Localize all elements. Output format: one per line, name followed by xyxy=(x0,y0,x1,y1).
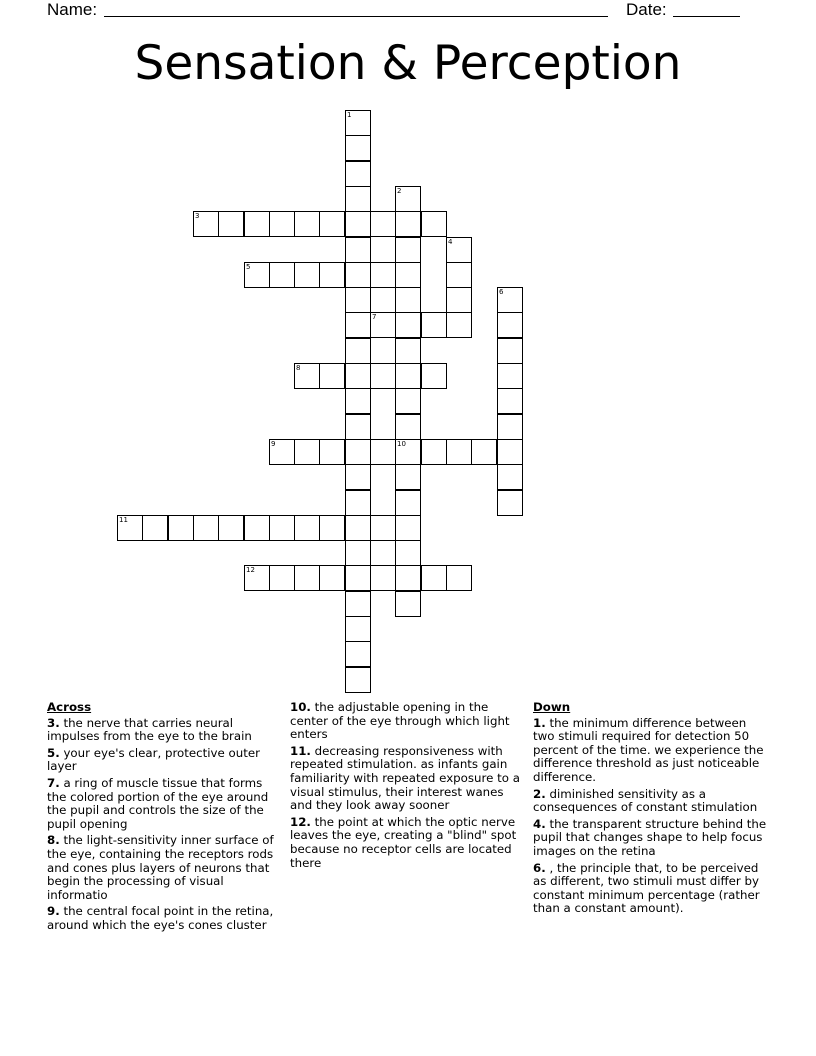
clue-text: the adjustable opening in the center of the eye through which light enters xyxy=(290,700,510,742)
clue-across-12 xyxy=(290,816,526,870)
crossword-cell[interactable] xyxy=(345,540,371,566)
crossword-cell[interactable] xyxy=(497,287,523,313)
crossword-cell[interactable] xyxy=(421,211,447,237)
crossword-cell[interactable] xyxy=(345,388,371,414)
crossword-cell[interactable] xyxy=(421,363,447,389)
across-heading: Across xyxy=(47,700,92,714)
crossword-cell[interactable] xyxy=(345,464,371,490)
crossword-cell[interactable] xyxy=(244,515,270,541)
crossword-cell[interactable] xyxy=(319,363,345,389)
cell-number: 5 xyxy=(246,263,251,271)
clue-across-7 xyxy=(47,777,283,831)
crossword-cell[interactable] xyxy=(319,262,345,288)
crossword-cell[interactable] xyxy=(421,312,447,338)
crossword-cell[interactable] xyxy=(345,211,371,237)
clue-number: 11. xyxy=(290,743,311,758)
crossword-cell[interactable] xyxy=(294,439,320,465)
cell-number: 3 xyxy=(195,212,200,220)
crossword-cell[interactable] xyxy=(446,312,472,338)
crossword-cell[interactable] xyxy=(497,363,523,389)
crossword-cell[interactable] xyxy=(345,363,371,389)
crossword-cell[interactable] xyxy=(345,490,371,516)
clue-number: 8. xyxy=(47,833,60,848)
cell-number: 4 xyxy=(448,238,453,246)
crossword-cell[interactable] xyxy=(345,338,371,364)
crossword-cell[interactable] xyxy=(269,439,295,465)
name-label: Name: xyxy=(47,0,98,19)
crossword-cell[interactable] xyxy=(395,211,421,237)
crossword-cell[interactable] xyxy=(395,414,421,440)
crossword-cell[interactable] xyxy=(345,565,371,591)
clue-across-11 xyxy=(290,745,526,813)
crossword-cell[interactable] xyxy=(345,591,371,617)
crossword-cell[interactable] xyxy=(345,161,371,187)
crossword-cell[interactable] xyxy=(370,565,396,591)
crossword-cell[interactable] xyxy=(421,565,447,591)
cell-number: 7 xyxy=(372,313,377,321)
crossword-cell[interactable] xyxy=(319,565,345,591)
crossword-cell[interactable] xyxy=(395,312,421,338)
crossword-cell[interactable] xyxy=(345,287,371,313)
cell-number: 6 xyxy=(499,288,504,296)
crossword-cell[interactable] xyxy=(497,439,523,465)
crossword-cell[interactable] xyxy=(497,414,523,440)
crossword-cell[interactable] xyxy=(319,515,345,541)
clue-number: 2. xyxy=(533,786,546,801)
crossword-cell[interactable] xyxy=(446,262,472,288)
clue-across-5 xyxy=(47,747,283,774)
clue-number: 10. xyxy=(290,700,311,714)
crossword-cell[interactable] xyxy=(370,312,396,338)
crossword-cell[interactable] xyxy=(294,262,320,288)
date-label: Date: xyxy=(626,0,667,19)
crossword-cell[interactable] xyxy=(395,515,421,541)
crossword-cell[interactable] xyxy=(294,211,320,237)
crossword-cell[interactable] xyxy=(497,338,523,364)
crossword-cell[interactable] xyxy=(345,616,371,642)
crossword-cell[interactable] xyxy=(117,515,143,541)
crossword-cell[interactable] xyxy=(446,287,472,313)
clue-text: , the principle that, to be perceived as different, two stimuli must differ by constant minimum percentage (rather than a constant amount). xyxy=(533,860,760,916)
clue-number: 12. xyxy=(290,814,311,829)
crossword-cell[interactable] xyxy=(395,490,421,516)
crossword-cell[interactable] xyxy=(294,363,320,389)
crossword-cell[interactable] xyxy=(345,312,371,338)
clue-number: 4. xyxy=(533,816,546,831)
crossword-cell[interactable] xyxy=(319,439,345,465)
crossword-cell[interactable] xyxy=(345,135,371,161)
crossword-cell[interactable] xyxy=(471,439,497,465)
clue-text: the transparent structure behind the pupil that changes shape to help focus images on the retina xyxy=(533,816,767,858)
clue-text: diminished sensitivity as a consequences of constant stimulation xyxy=(533,786,758,815)
crossword-cell[interactable] xyxy=(395,591,421,617)
crossword-cell[interactable] xyxy=(395,363,421,389)
across-column-continued xyxy=(290,701,526,873)
clue-text: the central focal point in the retina, around which the eye's cones cluster xyxy=(47,904,274,932)
crossword-cell[interactable] xyxy=(193,211,219,237)
clue-across-8 xyxy=(47,834,283,902)
across-column xyxy=(47,701,283,936)
clue-text: the minimum difference between two stimuli required for detection 50 percent of the time. we experience the difference threshold as just noticeable difference. xyxy=(533,715,764,784)
cell-number: 2 xyxy=(397,187,402,195)
crossword-cell[interactable] xyxy=(345,439,371,465)
crossword-cell[interactable] xyxy=(395,565,421,591)
crossword-cell[interactable] xyxy=(218,515,244,541)
crossword-cell[interactable] xyxy=(370,363,396,389)
cell-number: 1 xyxy=(347,111,352,119)
crossword-cell[interactable] xyxy=(193,515,219,541)
crossword-cell[interactable] xyxy=(370,211,396,237)
down-column xyxy=(533,701,769,919)
crossword-cell[interactable] xyxy=(345,237,371,263)
crossword-cell[interactable] xyxy=(345,110,371,136)
crossword-cell[interactable] xyxy=(345,262,371,288)
crossword-cell[interactable] xyxy=(395,464,421,490)
clue-across-3 xyxy=(47,717,283,744)
clue-text: the light-sensitivity inner surface of the eye, containing the receptors rods and cones plus layers of neurons that begin the processing of visual informatio xyxy=(47,833,274,902)
clue-number: 1. xyxy=(533,715,546,730)
clue-text: your eye's clear, protective outer layer xyxy=(47,745,260,774)
crossword-cell[interactable] xyxy=(497,464,523,490)
crossword-cell[interactable] xyxy=(345,414,371,440)
crossword-cell[interactable] xyxy=(244,565,270,591)
clue-number: 3. xyxy=(47,715,60,730)
crossword-cell[interactable] xyxy=(421,439,447,465)
clue-text: the nerve that carries neural impulses from the eye to the brain xyxy=(47,715,252,744)
crossword-cell[interactable] xyxy=(319,211,345,237)
clue-down-1 xyxy=(533,717,769,785)
cell-number: 8 xyxy=(296,364,301,372)
crossword-cell[interactable] xyxy=(446,237,472,263)
clue-text: decreasing responsiveness with repeated stimulation. as infants gain familiarity with repeated exposure to a visual stimulus, their interest wanes and they look away sooner xyxy=(290,743,520,813)
clue-down-2 xyxy=(533,788,769,815)
crossword-cell[interactable] xyxy=(497,312,523,338)
cell-number: 10 xyxy=(397,440,406,448)
crossword-cell[interactable] xyxy=(294,515,320,541)
crossword-cell[interactable] xyxy=(294,565,320,591)
crossword-cell[interactable] xyxy=(269,515,295,541)
crossword-cell[interactable] xyxy=(218,211,244,237)
clue-down-4 xyxy=(533,818,769,859)
crossword-cell[interactable] xyxy=(395,262,421,288)
crossword-cell[interactable] xyxy=(370,439,396,465)
crossword-cell[interactable] xyxy=(446,565,472,591)
cell-number: 9 xyxy=(271,440,276,448)
clue-number: 6. xyxy=(533,860,546,875)
crossword-cell[interactable] xyxy=(497,388,523,414)
crossword-cell[interactable] xyxy=(370,515,396,541)
crossword-cell[interactable] xyxy=(269,211,295,237)
crossword-cell[interactable] xyxy=(395,237,421,263)
crossword-cell[interactable] xyxy=(370,262,396,288)
page-title: Sensation & Perception xyxy=(134,36,682,91)
crossword-cell[interactable] xyxy=(244,211,270,237)
clue-number: 9. xyxy=(47,904,60,919)
crossword-cell[interactable] xyxy=(244,262,270,288)
crossword-cell[interactable] xyxy=(395,388,421,414)
crossword-cell[interactable] xyxy=(345,667,371,693)
crossword-cell[interactable] xyxy=(446,439,472,465)
down-heading: Down xyxy=(533,700,571,714)
crossword-cell[interactable] xyxy=(497,490,523,516)
crossword-cell[interactable] xyxy=(345,515,371,541)
crossword-cell[interactable] xyxy=(395,338,421,364)
clue-across-9 xyxy=(47,905,283,932)
crossword-cell[interactable] xyxy=(395,186,421,212)
clue-text: a ring of muscle tissue that forms the colored portion of the eye around the pupil and controls the size of the pupil opening xyxy=(47,775,269,831)
crossword-cell[interactable] xyxy=(269,565,295,591)
cell-number: 11 xyxy=(119,516,128,524)
crossword-cell[interactable] xyxy=(395,287,421,313)
clue-number: 5. xyxy=(47,745,60,760)
clue-number: 7. xyxy=(47,775,60,790)
clue-across-10 xyxy=(290,701,526,742)
cell-number: 12 xyxy=(246,566,255,574)
crossword-cell[interactable] xyxy=(142,515,168,541)
crossword-cell[interactable] xyxy=(395,439,421,465)
clue-text: the point at which the optic nerve leaves the eye, creating a "blind" spot because no receptor cells are located there xyxy=(290,814,517,870)
clue-down-6 xyxy=(533,862,769,916)
crossword-cell[interactable] xyxy=(345,641,371,667)
crossword-cell[interactable] xyxy=(395,540,421,566)
crossword-cell[interactable] xyxy=(269,262,295,288)
crossword-cell[interactable] xyxy=(168,515,194,541)
crossword-cell[interactable] xyxy=(345,186,371,212)
